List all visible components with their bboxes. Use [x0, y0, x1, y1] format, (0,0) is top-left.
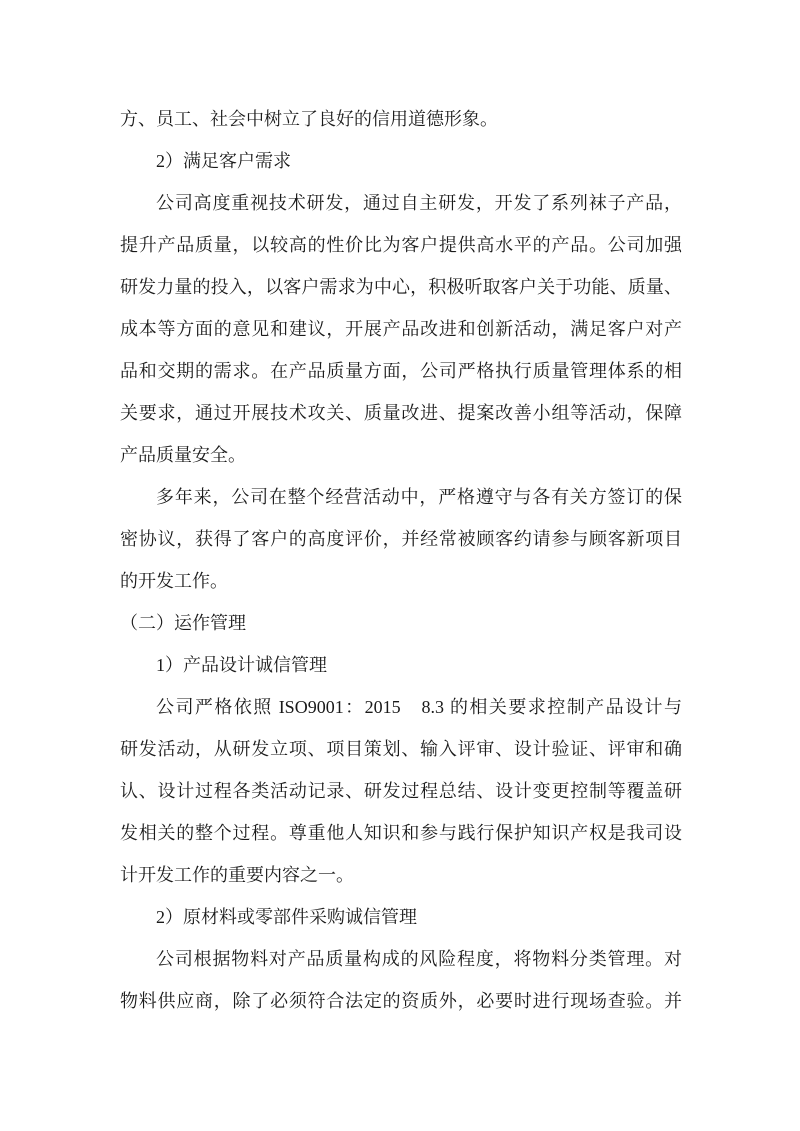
subheading-satisfy-customers: 2）满足客户需求	[156, 151, 291, 171]
paragraph-line: 关要求，通过开展技术攻关、质量改进、提案改善小组等活动，保障	[120, 403, 682, 423]
paragraph-line: 认、设计过程各类活动记录、研发过程总结、设计变更控制等覆盖研	[120, 781, 682, 801]
paragraph-line: 物料供应商，除了必须符合法定的资质外，必要时进行现场查验。并	[120, 991, 682, 1011]
paragraph-line: 成本等方面的意见和建议，开展产品改进和创新活动，满足客户对产	[120, 319, 682, 339]
paragraph-line: 公司高度重视技术研发，通过自主研发，开发了系列袜子产品，	[156, 193, 682, 213]
paragraph-line: 密协议，获得了客户的高度评价，并经常被顾客约请参与顾客新项目	[120, 529, 682, 549]
paragraph-line: 计开发工作的重要内容之一。	[120, 865, 354, 885]
subheading-procurement-integrity: 2）原材料或零部件采购诚信管理	[156, 907, 417, 927]
document-body	[120, 98, 682, 1022]
paragraph-line: 公司根据物料对产品质量构成的风险程度，将物料分类管理。对	[156, 949, 682, 969]
paragraph-line: 多年来，公司在整个经营活动中，严格遵守与各有关方签订的保	[156, 487, 682, 507]
paragraph-line: 发相关的整个过程。尊重他人知识和参与践行保护知识产权是我司设	[120, 823, 682, 843]
paragraph-line: 产品质量安全。	[120, 445, 246, 465]
paragraph-line: 公司严格依照 ISO9001：2015 8.3 的相关要求控制产品设计与	[156, 697, 682, 717]
paragraph-line: 品和交期的需求。在产品质量方面，公司严格执行质量管理体系的相	[120, 361, 682, 381]
paragraph-line: 研发力量的投入，以客户需求为中心，积极听取客户关于功能、质量、	[120, 277, 682, 297]
paragraph-line: 提升产品质量，以较高的性价比为客户提供高水平的产品。公司加强	[120, 235, 682, 255]
paragraph-continuation: 方、员工、社会中树立了良好的信用道德形象。	[120, 109, 498, 129]
paragraph-line: 研发活动，从研发立项、项目策划、输入评审、设计验证、评审和确	[120, 739, 682, 759]
section-heading-operations-management: （二）运作管理	[120, 613, 246, 633]
paragraph-line: 的开发工作。	[120, 571, 228, 591]
subheading-product-design-integrity: 1）产品设计诚信管理	[156, 655, 327, 675]
